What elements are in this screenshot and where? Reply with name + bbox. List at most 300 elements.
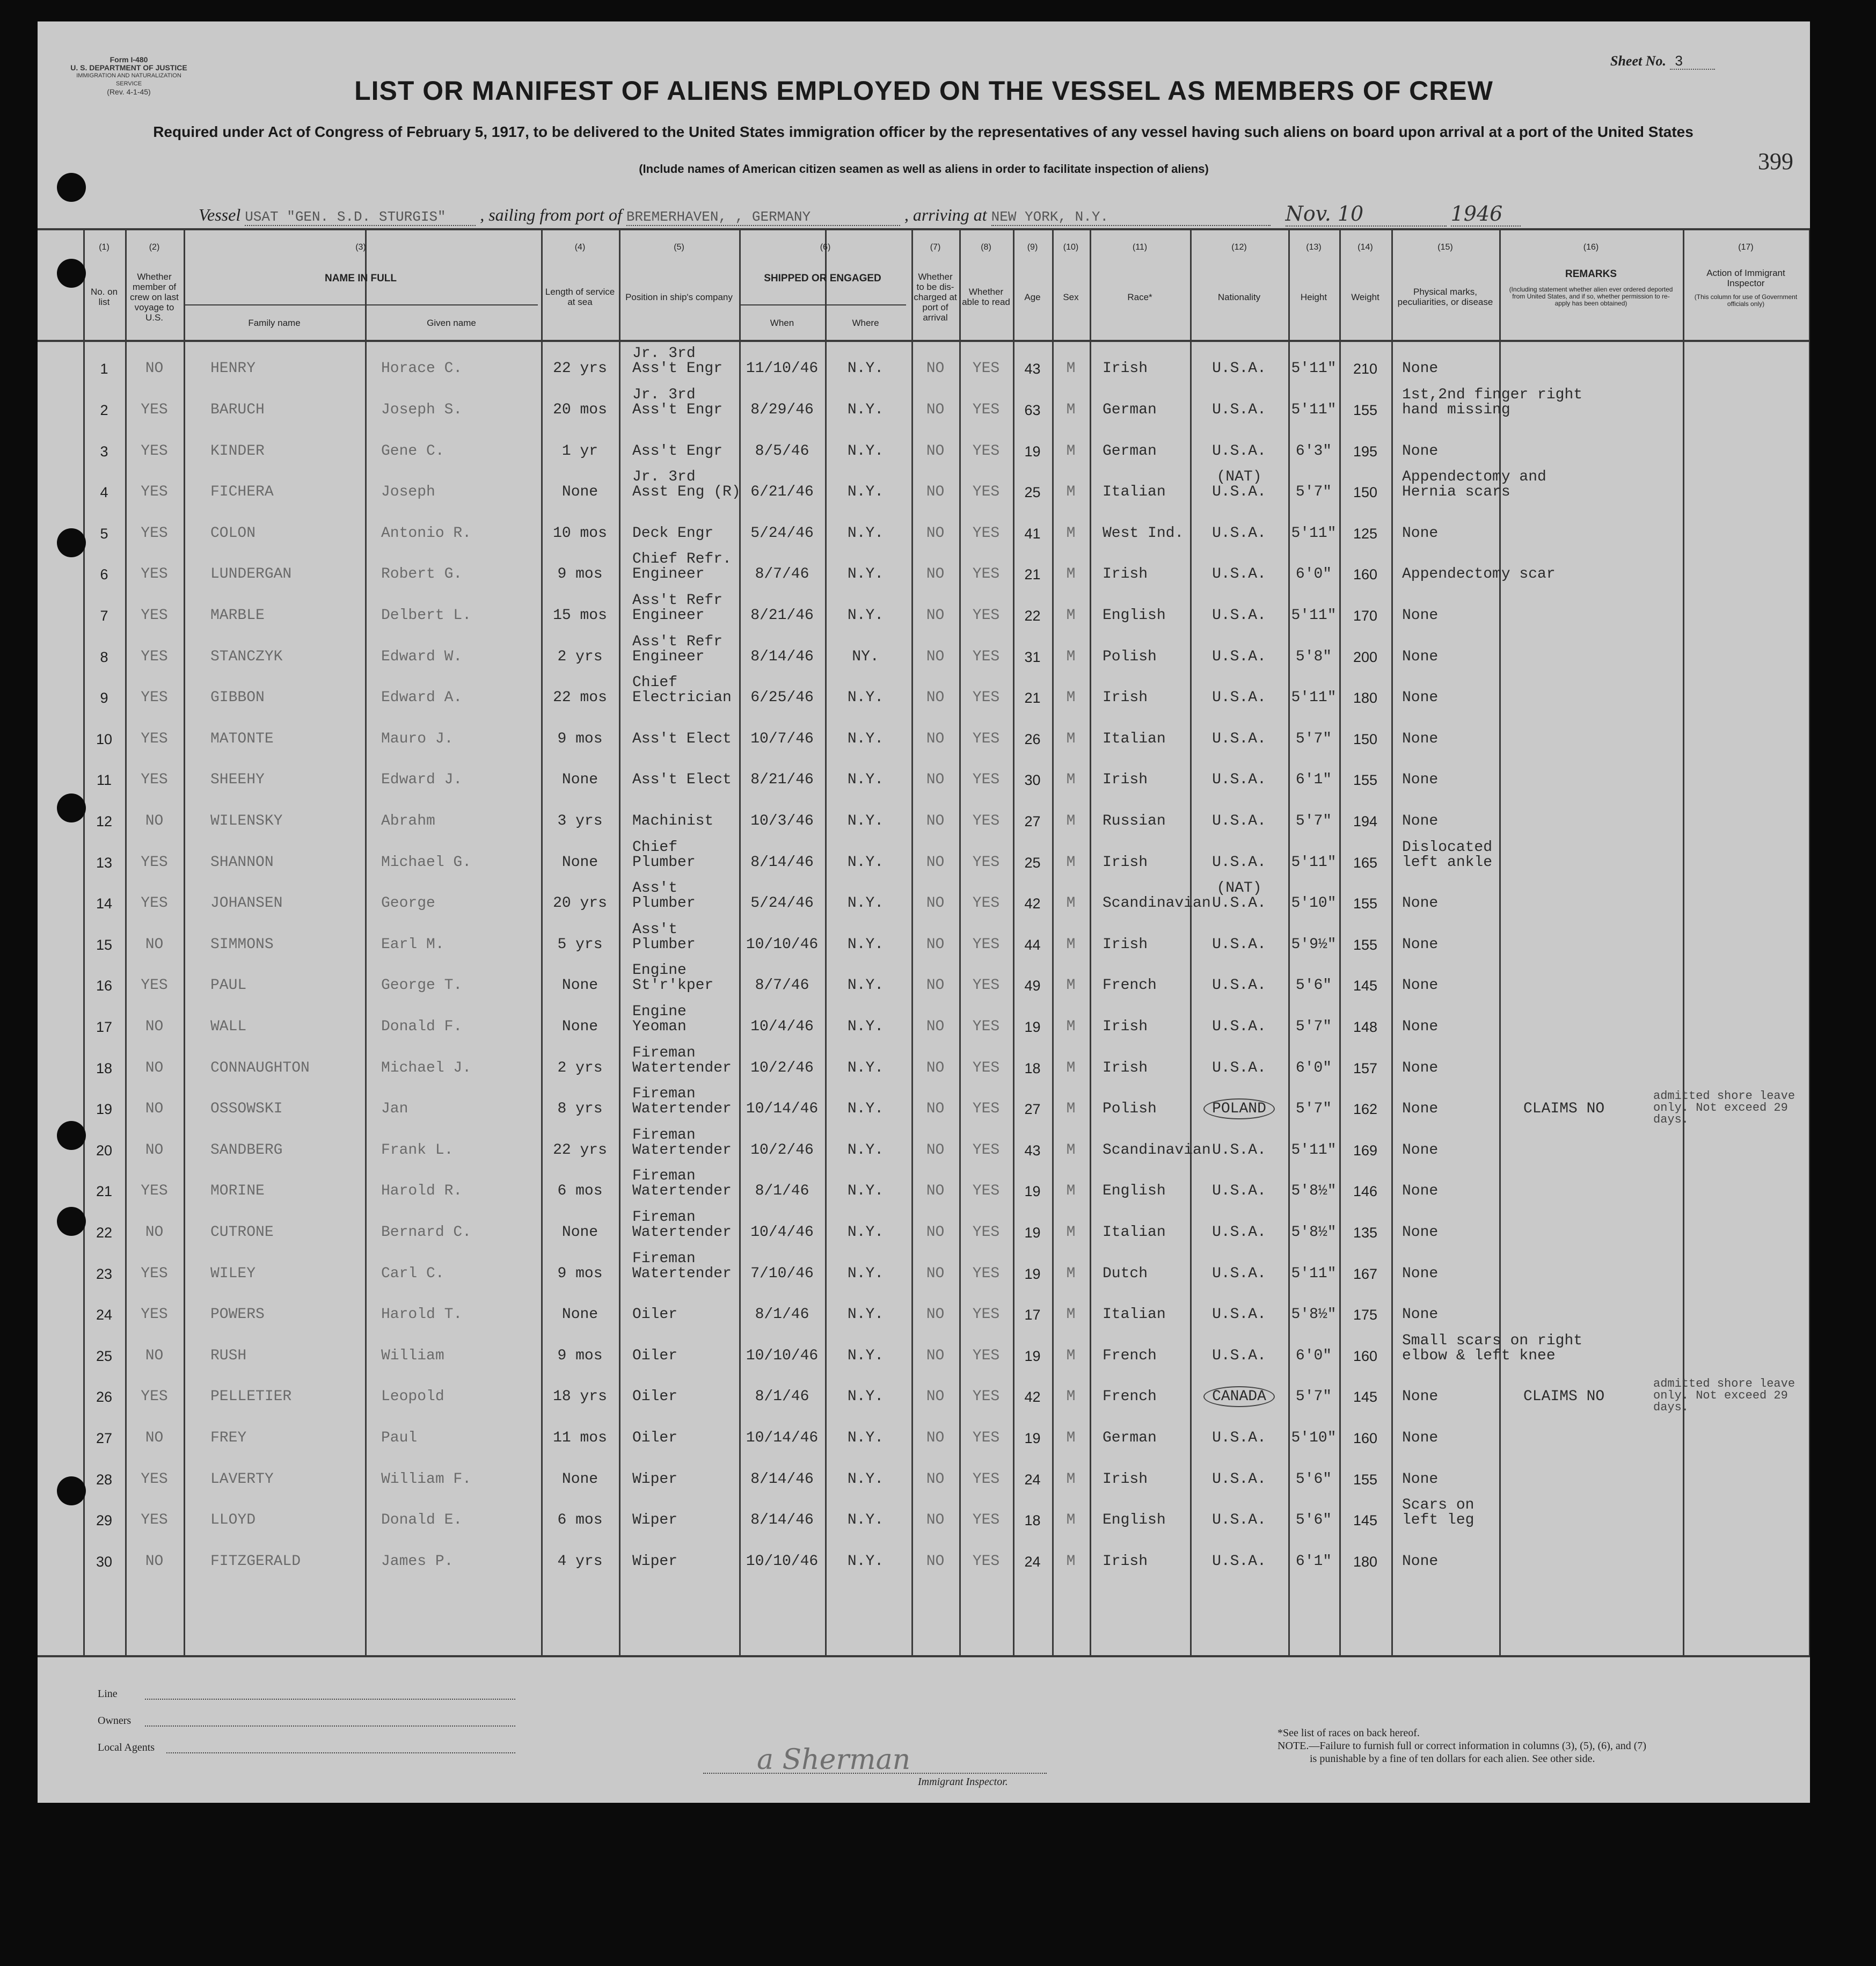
weight: 162 bbox=[1353, 1101, 1378, 1118]
inspector-label: Immigrant Inspector. bbox=[918, 1776, 1008, 1788]
sex: M bbox=[1066, 442, 1076, 460]
weight: 155 bbox=[1353, 1471, 1378, 1488]
able-to-read: YES bbox=[972, 977, 1000, 994]
discharged: NO bbox=[926, 854, 945, 871]
previous-voyage: YES bbox=[141, 771, 168, 789]
races-note: *See list of races on back hereof. bbox=[1278, 1727, 1420, 1739]
shipped-where: N.Y. bbox=[847, 1018, 884, 1036]
position-line-2: Plumber bbox=[632, 936, 696, 953]
race: Italian bbox=[1103, 730, 1166, 747]
shipped-where: N.Y. bbox=[847, 484, 884, 501]
discharged: NO bbox=[926, 730, 945, 747]
given-name: Joseph bbox=[381, 484, 435, 501]
previous-voyage: YES bbox=[141, 1306, 168, 1323]
shipped-when: 8/7/46 bbox=[755, 977, 809, 994]
race: Italian bbox=[1103, 1306, 1166, 1323]
shipped-where: N.Y. bbox=[847, 1553, 884, 1570]
sheet-no-label: Sheet No. bbox=[1610, 53, 1666, 69]
position-line-2: Ass't Elect bbox=[632, 771, 732, 789]
column-rule bbox=[365, 230, 367, 1655]
height: 5'11" bbox=[1291, 607, 1337, 624]
height: 5'11" bbox=[1291, 525, 1337, 542]
length-of-service: 22 yrs bbox=[553, 1141, 607, 1159]
shipped-when: 8/7/46 bbox=[755, 566, 809, 583]
age: 49 bbox=[1024, 978, 1041, 994]
weight: 155 bbox=[1353, 895, 1378, 912]
race: Irish bbox=[1103, 1059, 1148, 1076]
discharged: NO bbox=[926, 1265, 945, 1282]
length-of-service: None bbox=[561, 1306, 598, 1323]
family-name: BARUCH bbox=[210, 402, 265, 419]
weight: 169 bbox=[1353, 1142, 1378, 1159]
given-name: Donald F. bbox=[381, 1018, 463, 1036]
col-c7-number: (7) bbox=[930, 243, 941, 252]
given-name: Michael G. bbox=[381, 854, 472, 871]
able-to-read: YES bbox=[972, 1141, 1000, 1159]
family-name: KINDER bbox=[210, 442, 265, 460]
local-agents-label: Local Agents bbox=[98, 1742, 155, 1753]
length-of-service: 3 yrs bbox=[557, 813, 603, 830]
length-of-service: 20 mos bbox=[553, 402, 607, 419]
able-to-read: YES bbox=[972, 1018, 1000, 1036]
shipped-when: 10/10/46 bbox=[746, 936, 819, 953]
remarks: CLAIMS NO bbox=[1523, 1388, 1605, 1406]
discharged: NO bbox=[926, 648, 945, 665]
weight: 210 bbox=[1353, 361, 1378, 377]
shipped-where: N.Y. bbox=[847, 525, 884, 542]
shipped-where: N.Y. bbox=[847, 730, 884, 747]
height: 5'9½" bbox=[1291, 936, 1337, 953]
nationality: U.S.A. bbox=[1212, 566, 1266, 583]
age: 18 bbox=[1024, 1060, 1041, 1076]
row-number: 14 bbox=[96, 895, 113, 912]
col-c3-family: Family name bbox=[248, 317, 301, 328]
sex: M bbox=[1066, 360, 1076, 377]
previous-voyage: YES bbox=[141, 977, 168, 994]
length-of-service: 20 yrs bbox=[553, 895, 607, 912]
row-number: 20 bbox=[96, 1142, 113, 1159]
nationality: U.S.A. bbox=[1212, 1430, 1266, 1447]
family-name: FREY bbox=[210, 1430, 247, 1447]
shipped-when: 8/14/46 bbox=[750, 1470, 814, 1488]
age: 19 bbox=[1024, 1348, 1041, 1364]
nationality: U.S.A. bbox=[1212, 689, 1266, 707]
col-c9-number: (9) bbox=[1027, 243, 1038, 252]
sex: M bbox=[1066, 813, 1076, 830]
given-name: Edward W. bbox=[381, 648, 463, 665]
table-bottom-rule bbox=[38, 1655, 1810, 1657]
position-line-2: Wiper bbox=[632, 1553, 678, 1570]
shipped-where: N.Y. bbox=[847, 566, 884, 583]
position-line-2: Watertender bbox=[632, 1224, 732, 1241]
discharged: NO bbox=[926, 1553, 945, 1570]
previous-voyage: YES bbox=[141, 648, 168, 665]
family-name: LUNDERGAN bbox=[210, 566, 292, 583]
age: 18 bbox=[1024, 1512, 1041, 1529]
height: 5'11" bbox=[1291, 360, 1337, 377]
height: 5'10" bbox=[1291, 895, 1337, 912]
length-of-service: 9 mos bbox=[557, 1265, 603, 1282]
race: Russian bbox=[1103, 813, 1166, 830]
local-agents-field bbox=[166, 1752, 515, 1753]
shipped-where: N.Y. bbox=[847, 360, 884, 377]
weight: 155 bbox=[1353, 772, 1378, 789]
col-c15-number: (15) bbox=[1437, 243, 1453, 252]
shipped-where: N.Y. bbox=[847, 1470, 884, 1488]
previous-voyage: YES bbox=[141, 484, 168, 501]
family-name: MORINE bbox=[210, 1183, 265, 1200]
weight: 145 bbox=[1353, 1512, 1378, 1529]
age: 19 bbox=[1024, 1183, 1041, 1200]
shipped-when: 8/21/46 bbox=[750, 607, 814, 624]
col-c2-label: Whether member of crew on last voyage to U.S. bbox=[130, 271, 179, 323]
position-line-2: Engineer bbox=[632, 607, 705, 624]
owners-field bbox=[145, 1725, 515, 1727]
length-of-service: 9 mos bbox=[557, 730, 603, 747]
weight: 155 bbox=[1353, 936, 1378, 953]
weight: 175 bbox=[1353, 1307, 1378, 1323]
able-to-read: YES bbox=[972, 895, 1000, 912]
row-number: 2 bbox=[100, 402, 108, 419]
row-number: 13 bbox=[96, 854, 113, 871]
able-to-read: YES bbox=[972, 402, 1000, 419]
length-of-service: None bbox=[561, 1018, 598, 1036]
physical-marks: None bbox=[1402, 1388, 1439, 1406]
race: French bbox=[1103, 1388, 1157, 1406]
able-to-read: YES bbox=[972, 771, 1000, 789]
position-line-1: Ass't Refr bbox=[632, 633, 723, 650]
able-to-read: YES bbox=[972, 442, 1000, 460]
height: 5'7" bbox=[1295, 484, 1332, 501]
discharged: NO bbox=[926, 1347, 945, 1364]
able-to-read: YES bbox=[972, 854, 1000, 871]
physical-marks: None bbox=[1402, 977, 1439, 994]
weight: 195 bbox=[1353, 443, 1378, 460]
given-name: Antonio R. bbox=[381, 525, 472, 542]
able-to-read: YES bbox=[972, 813, 1000, 830]
race: Scandinavian bbox=[1103, 895, 1211, 912]
position-line-1: Fireman bbox=[632, 1209, 696, 1226]
row-number: 16 bbox=[96, 978, 113, 994]
sex: M bbox=[1066, 1470, 1076, 1488]
binder-hole bbox=[57, 1207, 86, 1236]
family-name: WILENSKY bbox=[210, 813, 283, 830]
weight: 148 bbox=[1353, 1019, 1378, 1036]
able-to-read: YES bbox=[972, 484, 1000, 501]
stamp-number: 399 bbox=[1758, 148, 1793, 174]
col-c12-label: Nationality bbox=[1217, 292, 1261, 302]
able-to-read: YES bbox=[972, 1430, 1000, 1447]
position-line-2: Electrician bbox=[632, 689, 732, 707]
nationality: U.S.A. bbox=[1212, 771, 1266, 789]
discharged: NO bbox=[926, 1430, 945, 1447]
shipped-where: N.Y. bbox=[847, 1512, 884, 1529]
nationality: U.S.A. bbox=[1212, 1306, 1266, 1323]
discharged: NO bbox=[926, 1141, 945, 1159]
subtitle: Required under Act of Congress of February 5, 1917, to be delivered to the United States immigration officer by the representatives of any vessel having such aliens on board upon arrival at a port of the United States bbox=[153, 123, 1693, 140]
height: 5'7" bbox=[1295, 1101, 1332, 1118]
position-line-2: Oiler bbox=[632, 1306, 678, 1323]
sheet-number bbox=[1610, 53, 1715, 69]
shipped-when: 5/24/46 bbox=[750, 895, 814, 912]
given-name: Michael J. bbox=[381, 1059, 472, 1076]
able-to-read: YES bbox=[972, 936, 1000, 953]
row-number: 19 bbox=[96, 1101, 113, 1118]
nationality: U.S.A. bbox=[1212, 1141, 1266, 1159]
physical-marks: None bbox=[1402, 771, 1439, 789]
family-name: PAUL bbox=[210, 977, 247, 994]
sex: M bbox=[1066, 1553, 1076, 1570]
remarks: CLAIMS NO bbox=[1523, 1101, 1605, 1118]
given-name: William bbox=[381, 1347, 444, 1364]
col-c13-number: (13) bbox=[1306, 243, 1322, 252]
length-of-service: None bbox=[561, 1470, 598, 1488]
given-name: Joseph S. bbox=[381, 402, 463, 419]
sex: M bbox=[1066, 1059, 1076, 1076]
family-name: WILEY bbox=[210, 1265, 256, 1282]
nationality: U.S.A. bbox=[1212, 607, 1266, 624]
vessel-name: USAT "GEN. S.D. STURGIS" bbox=[245, 209, 476, 226]
weight: 146 bbox=[1353, 1183, 1378, 1200]
shipped-when: 11/10/46 bbox=[746, 360, 819, 377]
previous-voyage: NO bbox=[145, 936, 164, 953]
age: 17 bbox=[1024, 1307, 1041, 1323]
sex: M bbox=[1066, 566, 1076, 583]
shipped-where: NY. bbox=[852, 648, 879, 665]
sheet-no-value: 3 bbox=[1670, 53, 1715, 70]
binder-hole bbox=[57, 259, 86, 288]
penalty-note: NOTE.—Failure to furnish full or correct information in columns (3), (5), (6), and (7) bbox=[1278, 1740, 1647, 1752]
shipped-where: N.Y. bbox=[847, 1347, 884, 1364]
discharged: NO bbox=[926, 1512, 945, 1529]
previous-voyage: NO bbox=[145, 1430, 164, 1447]
shipped-where: N.Y. bbox=[847, 1101, 884, 1118]
row-number: 26 bbox=[96, 1389, 113, 1406]
physical-marks: None bbox=[1402, 1141, 1439, 1159]
race: German bbox=[1103, 402, 1157, 419]
column-rule bbox=[1090, 230, 1091, 1655]
col-c12-number: (12) bbox=[1231, 243, 1247, 252]
shipped-when: 8/5/46 bbox=[755, 442, 809, 460]
length-of-service: 6 mos bbox=[557, 1183, 603, 1200]
column-rule bbox=[1809, 230, 1810, 1655]
page-title: LIST OR MANIFEST OF ALIENS EMPLOYED ON THE VESSEL AS MEMBERS OF CREW bbox=[354, 76, 1493, 106]
age: 21 bbox=[1024, 690, 1041, 707]
length-of-service: 9 mos bbox=[557, 566, 603, 583]
row-number: 22 bbox=[96, 1225, 113, 1241]
shipped-when: 8/29/46 bbox=[750, 402, 814, 419]
previous-voyage: YES bbox=[141, 1265, 168, 1282]
able-to-read: YES bbox=[972, 1224, 1000, 1241]
weight: 145 bbox=[1353, 1389, 1378, 1406]
able-to-read: YES bbox=[972, 1512, 1000, 1529]
sex: M bbox=[1066, 1018, 1076, 1036]
age: 27 bbox=[1024, 1101, 1041, 1118]
discharged: NO bbox=[926, 771, 945, 789]
race: English bbox=[1103, 1512, 1166, 1529]
shipped-where: N.Y. bbox=[847, 771, 884, 789]
previous-voyage: NO bbox=[145, 1224, 164, 1241]
race: French bbox=[1103, 1347, 1157, 1364]
previous-voyage: NO bbox=[145, 813, 164, 830]
sex: M bbox=[1066, 1224, 1076, 1241]
shipped-when: 10/4/46 bbox=[750, 1018, 814, 1036]
able-to-read: YES bbox=[972, 1265, 1000, 1282]
nationality: U.S.A. bbox=[1212, 1265, 1266, 1282]
height: 6'0" bbox=[1295, 1347, 1332, 1364]
physical-marks: None bbox=[1402, 1553, 1439, 1570]
race: Irish bbox=[1103, 1470, 1148, 1488]
binder-hole bbox=[57, 1476, 86, 1505]
row-number: 27 bbox=[96, 1430, 113, 1447]
shipped-where: N.Y. bbox=[847, 1265, 884, 1282]
age: 63 bbox=[1024, 402, 1041, 419]
length-of-service: None bbox=[561, 1224, 598, 1241]
weight: 167 bbox=[1353, 1265, 1378, 1282]
col-c6-when: When bbox=[770, 317, 794, 328]
physical-marks: None bbox=[1402, 730, 1439, 747]
age: 19 bbox=[1024, 1019, 1041, 1036]
height: 5'6" bbox=[1295, 977, 1332, 994]
nationality: U.S.A. bbox=[1212, 442, 1266, 460]
shipped-where: N.Y. bbox=[847, 1141, 884, 1159]
age: 30 bbox=[1024, 772, 1041, 789]
given-name: Robert G. bbox=[381, 566, 463, 583]
sex: M bbox=[1066, 1101, 1076, 1118]
position-line-2: Watertender bbox=[632, 1059, 732, 1076]
physical-marks: None bbox=[1402, 1265, 1439, 1282]
col-c8-number: (8) bbox=[981, 243, 991, 252]
col-c17-label: Action of Immigrant Inspector bbox=[1706, 268, 1785, 288]
nationality: U.S.A. bbox=[1212, 813, 1266, 830]
length-of-service: 2 yrs bbox=[557, 648, 603, 665]
inspector-signature: a Sherman bbox=[757, 1744, 911, 1776]
discharged: NO bbox=[926, 1388, 945, 1406]
weight: 150 bbox=[1353, 484, 1378, 501]
given-name: Harold R. bbox=[381, 1183, 463, 1200]
race: Scandinavian bbox=[1103, 1141, 1211, 1159]
position-line-2: Ass't Elect bbox=[632, 730, 732, 747]
length-of-service: 9 mos bbox=[557, 1347, 603, 1364]
shipped-where: N.Y. bbox=[847, 936, 884, 953]
weight: 135 bbox=[1353, 1225, 1378, 1241]
age: 42 bbox=[1024, 1389, 1041, 1406]
name-sub-rule bbox=[184, 304, 538, 305]
given-name: Harold T. bbox=[381, 1306, 463, 1323]
physical-marks-line-1: Scars on bbox=[1402, 1497, 1474, 1514]
nationality: U.S.A. bbox=[1212, 977, 1266, 994]
given-name: Paul bbox=[381, 1430, 418, 1447]
shipped-when: 7/10/46 bbox=[750, 1265, 814, 1282]
height: 5'7" bbox=[1295, 813, 1332, 830]
position-line-1: Engine bbox=[632, 962, 687, 979]
line-label: Line bbox=[98, 1688, 118, 1700]
able-to-read: YES bbox=[972, 1183, 1000, 1200]
height: 6'1" bbox=[1295, 1553, 1332, 1570]
column-rule bbox=[184, 230, 185, 1655]
physical-marks: None bbox=[1402, 895, 1439, 912]
nationality: U.S.A. bbox=[1212, 1553, 1266, 1570]
height: 5'10" bbox=[1291, 1430, 1337, 1447]
physical-marks: None bbox=[1402, 1101, 1439, 1118]
nationality bbox=[1190, 1101, 1288, 1117]
port-of-sailing: BREMERHAVEN, , GERMANY bbox=[626, 209, 900, 226]
age: 25 bbox=[1024, 854, 1041, 871]
nationality: U.S.A. bbox=[1212, 1512, 1266, 1529]
age: 22 bbox=[1024, 608, 1041, 624]
discharged: NO bbox=[926, 402, 945, 419]
given-name: Edward A. bbox=[381, 689, 463, 707]
position-line-2: Wiper bbox=[632, 1470, 678, 1488]
column-rule bbox=[1499, 230, 1501, 1655]
height: 6'0" bbox=[1295, 566, 1332, 583]
able-to-read: YES bbox=[972, 1470, 1000, 1488]
sex: M bbox=[1066, 771, 1076, 789]
shipped-when: 10/10/46 bbox=[746, 1553, 819, 1570]
race: Polish bbox=[1103, 648, 1157, 665]
position-line-2: Machinist bbox=[632, 813, 714, 830]
discharged: NO bbox=[926, 607, 945, 624]
position-line-1: Ass't Refr bbox=[632, 592, 723, 609]
row-number: 4 bbox=[100, 484, 108, 501]
position-line-2: Ass't Engr bbox=[632, 360, 723, 377]
row-number: 6 bbox=[100, 566, 108, 583]
discharged: NO bbox=[926, 1306, 945, 1323]
age: 26 bbox=[1024, 731, 1041, 747]
height: 5'8½" bbox=[1291, 1306, 1337, 1323]
discharged: NO bbox=[926, 442, 945, 460]
weight: 180 bbox=[1353, 1553, 1378, 1570]
height: 6'1" bbox=[1295, 771, 1332, 789]
previous-voyage: NO bbox=[145, 1347, 164, 1364]
weight: 165 bbox=[1353, 854, 1378, 871]
weight: 125 bbox=[1353, 525, 1378, 542]
length-of-service: 15 mos bbox=[553, 607, 607, 624]
length-of-service: 11 mos bbox=[553, 1430, 607, 1447]
race: French bbox=[1103, 977, 1157, 994]
shipped-when: 10/7/46 bbox=[750, 730, 814, 747]
age: 24 bbox=[1024, 1553, 1041, 1570]
nationality: U.S.A. bbox=[1212, 402, 1266, 419]
age: 44 bbox=[1024, 936, 1041, 953]
given-name: Donald E. bbox=[381, 1512, 463, 1529]
col-c3-number: (3) bbox=[355, 243, 366, 252]
nationality: U.S.A. bbox=[1212, 1224, 1266, 1241]
height: 5'11" bbox=[1291, 402, 1337, 419]
height: 5'11" bbox=[1291, 1265, 1337, 1282]
col-c16-sublabel: (Including statement whether alien ever ordered deported from United States, and if so, whether permission to re-apply has been obtained) bbox=[1509, 285, 1673, 307]
position-line-2: St'r'kper bbox=[632, 977, 714, 994]
family-name: HENRY bbox=[210, 360, 256, 377]
nationality-note: (NAT) bbox=[1216, 880, 1262, 897]
given-name: Leopold bbox=[381, 1388, 444, 1406]
physical-marks: None bbox=[1402, 1470, 1439, 1488]
length-of-service: 6 mos bbox=[557, 1512, 603, 1529]
discharged: NO bbox=[926, 1224, 945, 1241]
col-c16-number: (16) bbox=[1583, 243, 1599, 252]
shipped-when: 10/10/46 bbox=[746, 1347, 819, 1364]
shipped-where: N.Y. bbox=[847, 1430, 884, 1447]
race: West Ind. bbox=[1103, 525, 1184, 542]
race: Irish bbox=[1103, 1553, 1148, 1570]
position-line-2: Ass't Engr bbox=[632, 442, 723, 460]
length-of-service: 18 yrs bbox=[553, 1388, 607, 1406]
shipped-where: N.Y. bbox=[847, 854, 884, 871]
race: German bbox=[1103, 1430, 1157, 1447]
discharged: NO bbox=[926, 1018, 945, 1036]
position-line-2: Plumber bbox=[632, 854, 696, 871]
nationality: U.S.A. bbox=[1212, 895, 1266, 912]
